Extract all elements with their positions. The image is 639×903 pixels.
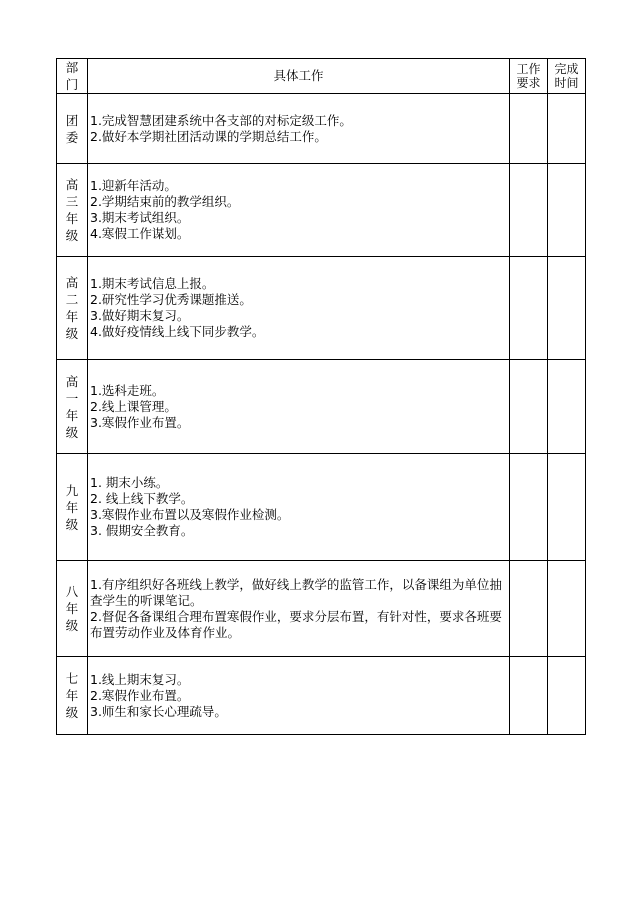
- time-cell: [548, 94, 586, 164]
- work-item: 2. 线上线下教学。: [90, 491, 194, 506]
- dept-cell: [57, 164, 88, 257]
- time-cell: [548, 164, 586, 257]
- requirement-cell: [510, 454, 548, 561]
- work-item: 3.寒假作业布置以及寒假作业检测。: [90, 507, 290, 522]
- dept-name: 团委: [65, 112, 79, 145]
- work-plan-table: [56, 58, 586, 735]
- work-cell: [88, 164, 510, 257]
- dept-cell: [57, 657, 88, 735]
- time-cell: [548, 454, 586, 561]
- work-item: 1. 期末小练。: [90, 475, 169, 490]
- header-work: 具体工作: [88, 59, 510, 94]
- table-row: [57, 94, 586, 164]
- work-item: 2.学期结束前的教学组织。: [90, 194, 240, 209]
- dept-name: 高三年级: [65, 177, 79, 243]
- work-item: 2.做好本学期社团活动课的学期总结工作。: [90, 128, 327, 144]
- table-row: [57, 164, 586, 257]
- work-item: 2.研究性学习优秀课题推送。: [90, 292, 252, 307]
- work-cell: [88, 94, 510, 164]
- table-row: [57, 257, 586, 360]
- dept-name: 九年级: [65, 482, 79, 532]
- work-item: 1.期末考试信息上报。: [90, 276, 215, 291]
- dept-cell: [57, 454, 88, 561]
- work-cell: [88, 454, 510, 561]
- requirement-cell: [510, 360, 548, 454]
- dept-cell: [57, 94, 88, 164]
- work-item: 1.线上期末复习。: [90, 671, 190, 687]
- work-cell: [88, 257, 510, 360]
- time-cell: [548, 257, 586, 360]
- dept-cell: [57, 360, 88, 454]
- time-cell: [548, 360, 586, 454]
- requirement-cell: [510, 657, 548, 735]
- work-item: 2.督促各备课组合理布置寒假作业，要求分层布置，有针对性，要求各班要布置劳动作业及体育作业。: [90, 608, 502, 640]
- work-item: 2.线上课管理。: [90, 398, 177, 414]
- work-item: 3. 假期安全教育。: [90, 523, 194, 538]
- work-cell: [88, 657, 510, 735]
- requirement-cell: [510, 561, 548, 657]
- work-item: 1.完成智慧团建系统中各支部的对标定级工作。: [90, 112, 352, 128]
- work-item: 2.寒假作业布置。: [90, 687, 190, 703]
- dept-name: 高二年级: [65, 275, 79, 341]
- dept-name: 高一年级: [65, 373, 79, 440]
- header-requirement: 工作要求: [510, 59, 548, 94]
- work-item: 1.有序组织好各班线上教学，做好线上教学的监管工作，以备课组为单位抽查学生的听课笔记。: [90, 576, 502, 608]
- header-time: 完成时间: [548, 59, 586, 94]
- dept-name: 七年级: [65, 671, 79, 720]
- header-dept: 部门: [57, 59, 88, 94]
- work-item: 3.寒假作业布置。: [90, 414, 190, 430]
- work-item: 3.做好期末复习。: [90, 308, 190, 323]
- table-row: [57, 454, 586, 561]
- work-item: 3.期末考试组织。: [90, 210, 190, 225]
- table-row: [57, 657, 586, 735]
- work-item: 4.寒假工作谋划。: [90, 226, 190, 241]
- work-cell: [88, 561, 510, 657]
- table-header-row: [57, 59, 586, 94]
- work-item: 1.选科走班。: [90, 382, 165, 398]
- work-item: 4.做好疫情线上线下同步教学。: [90, 324, 265, 339]
- time-cell: [548, 657, 586, 735]
- work-cell: [88, 360, 510, 454]
- time-cell: [548, 561, 586, 657]
- dept-cell: [57, 561, 88, 657]
- requirement-cell: [510, 257, 548, 360]
- dept-cell: [57, 257, 88, 360]
- requirement-cell: [510, 164, 548, 257]
- requirement-cell: [510, 94, 548, 164]
- table-row: [57, 360, 586, 454]
- table-row: [57, 561, 586, 657]
- work-item: 1.迎新年活动。: [90, 178, 177, 193]
- dept-name: 八年级: [65, 584, 79, 633]
- work-item: 3.师生和家长心理疏导。: [90, 703, 227, 719]
